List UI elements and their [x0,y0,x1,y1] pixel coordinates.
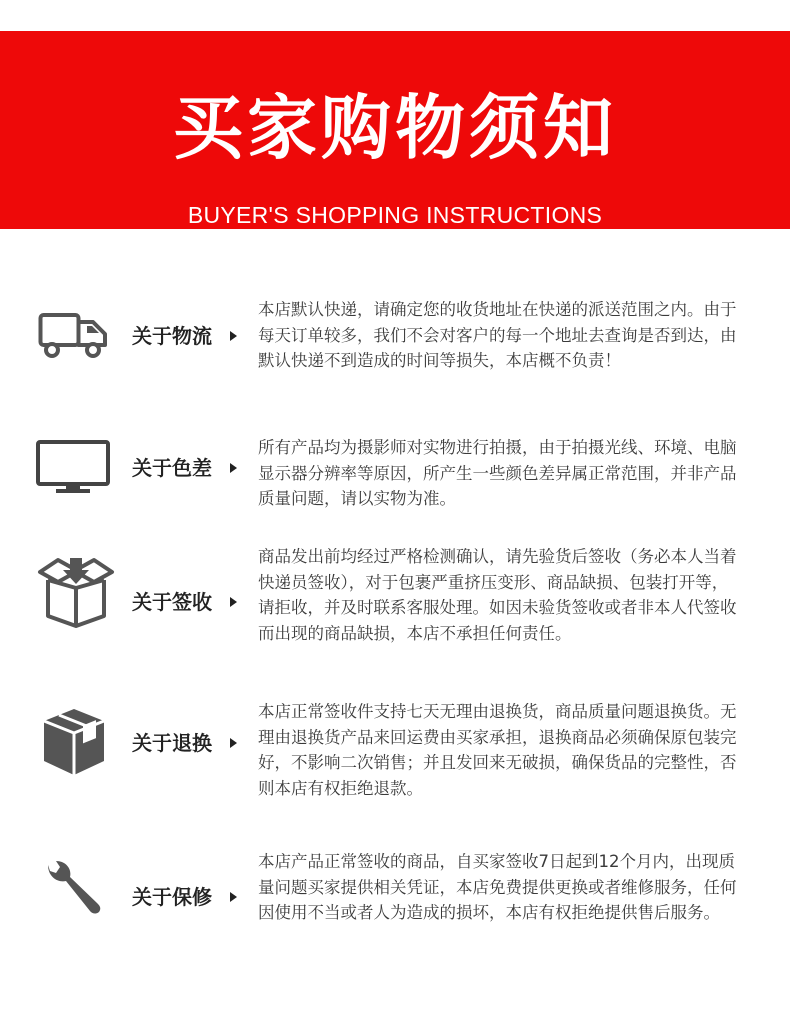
page-title: 买家购物须知 [173,87,617,169]
section-text: 商品发出前均经过严格检测确认，请先验货后签收（务必本人当着快递员签收），对于包裹严重挤压变形、商品缺损、包装打开等，请拒收，并及时联系客服处理。如因未验货签收或者非本人代签收而出现的商品缺损，本店不承担任何责任。 [258,547,737,643]
open-box-icon [36,554,116,634]
wrench-icon [44,859,104,923]
section-text: 所有产品均为摄影师对实物进行拍摄，由于拍摄光线、环境、电脑显示器分辨率等原因，所产生一些颜色差异属正常范围，并非产品质量问题，请以实物为准。 [258,438,737,508]
section-signing [0,540,790,670]
section-returns [0,695,790,805]
page-subtitle: BUYER'S SHOPPING INSTRUCTIONS [187,202,603,228]
arrow-right-icon [230,597,237,607]
section-color [0,432,790,522]
section-text: 本店默认快递，请确定您的收货地址在快递的派送范围之内。由于每天订单较多，我们不会对客户的每一个地址去查询是否到达，由默认快递不到造成的时间等损失，本店概不负责！ [258,300,737,370]
header-banner [0,31,790,229]
section-text: 本店正常签收件支持七天无理由退换货，商品质量问题退换货。无理由退换货产品来回运费由买家承担，退换商品必须确保原包装完好，不影响二次销售；并且发回来无破损，确保货品的完整性，否则本店有权拒绝退款。 [258,702,737,798]
section-warranty [0,845,790,955]
arrow-right-icon [230,892,237,902]
section-label: 关于退换 [132,731,212,755]
arrow-right-icon [230,738,237,748]
section-logistics [0,290,790,400]
delivery-truck-icon [38,312,108,362]
section-label: 关于签收 [132,590,212,614]
monitor-icon [36,440,110,498]
arrow-right-icon [230,463,237,473]
arrow-right-icon [230,331,237,341]
section-label: 关于物流 [132,324,212,348]
section-text: 本店产品正常签收的商品，自买家签收7日起到12个月内，出现质量问题买家提供相关凭证，本店免费提供更换或者维修服务，任何因使用不当或者人为造成的损坏，本店有权拒绝提供售后服务。 [258,852,737,922]
section-label: 关于保修 [132,885,212,909]
section-label: 关于色差 [132,456,212,480]
package-icon [42,707,106,781]
